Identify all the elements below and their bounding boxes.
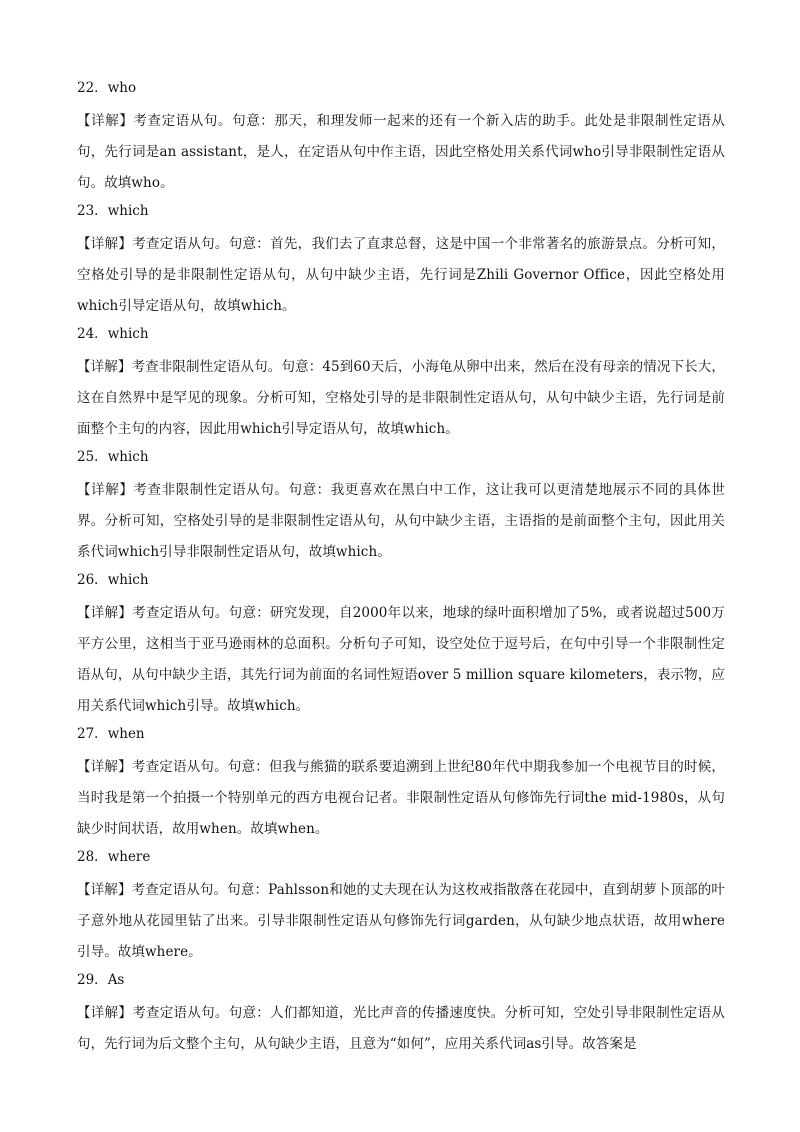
- question-answer: As: [107, 972, 125, 988]
- explanation-text: 考查定语从句。句意：Pahlsson和她的丈夫现在认为这枚戒指散落在花园中，直到胡萝卜顶部的叶子意外地从花园里钻了出来。引导非限制性定语从句修饰先行词garden，从句缺少地点状语，故用where引导。故填where。: [77, 882, 725, 960]
- explanation-text: 考查非限制性定语从句。句意：45到60天后，小海龟从卵中出来，然后在没有母亲的情况下长大，这在自然界中是罕见的现象。分析可知，空格处引导的是非限制性定语从句，从句中缺少主语，先行词是前面整个主句的内容，因此用which引导定语从句，故填which。: [77, 359, 726, 437]
- question-number: 28．: [77, 849, 108, 865]
- answer-item-24: [77, 322, 725, 445]
- question-number: 23．: [77, 203, 108, 219]
- question-answer: where: [107, 849, 151, 865]
- question-heading: [77, 199, 725, 223]
- explanation-text: 考查非限制性定语从句。句意：我更喜欢在黑白中工作，这让我可以更清楚地展示不同的具体世界。分析可知，空格处引导的是非限制性定语从句，从句中缺少主语，主语指的是前面整个主句，因此用关系代词which引导非限制性定语从句，故填which。: [77, 482, 726, 560]
- explanation-tag: 【详解】: [77, 482, 134, 498]
- question-answer: who: [107, 80, 137, 96]
- answer-item-25: [77, 445, 725, 568]
- question-number: 29．: [77, 972, 108, 988]
- explanation-tag: 【详解】: [77, 605, 133, 621]
- answer-item-26: [77, 568, 725, 722]
- explanation-text: 考查定语从句。句意：研究发现，自2000年以来，地球的绿叶面积增加了5%，或者说超过500万平方公里，这相当于亚马逊雨林的总面积。分析句子可知，设空处位于逗号后，在句中引导一个非限制性定语从句，从句中缺少主语，其先行词为前面的名词性短语over 5 million square kilometers，表示物，应用关系代词which引导。故填which。: [77, 605, 726, 714]
- explanation-paragraph: [77, 475, 725, 568]
- explanation-paragraph: [77, 998, 725, 1060]
- explanation-paragraph: [77, 752, 725, 845]
- answer-item-22: [77, 76, 725, 199]
- explanation-paragraph: [77, 106, 725, 199]
- question-number: 25．: [77, 449, 108, 465]
- explanation-tag: 【详解】: [77, 759, 132, 775]
- answer-item-27: [77, 722, 725, 845]
- explanation-tag: 【详解】: [77, 113, 134, 129]
- answer-list: [77, 76, 725, 1060]
- explanation-tag: 【详解】: [77, 359, 132, 375]
- explanation-paragraph: [77, 598, 725, 722]
- question-heading: [77, 722, 725, 746]
- question-heading: [77, 968, 725, 992]
- explanation-text: 考查定语从句。句意：那天，和理发师一起来的还有一个新入店的助手。此处是非限制性定语从句，先行词是an assistant，是人，在定语从句中作主语，因此空格处用关系代词who引导非限制性定语从句。故填who。: [77, 113, 726, 191]
- answer-item-29: [77, 968, 725, 1060]
- question-heading: [77, 76, 725, 100]
- question-number: 26．: [77, 572, 108, 588]
- question-heading: [77, 322, 725, 346]
- question-number: 22．: [77, 80, 108, 96]
- explanation-tag: 【详解】: [77, 1005, 133, 1021]
- answer-item-23: [77, 199, 725, 322]
- explanation-text: 考查定语从句。句意：人们都知道，光比声音的传播速度快。分析可知，空处引导非限制性定语从句，先行词为后文整个主句，从句缺少主语，且意为“如何”，应用关系代词as引导。故答案是: [77, 1005, 725, 1052]
- explanation-paragraph: [77, 352, 725, 445]
- explanation-paragraph: [77, 229, 725, 322]
- question-answer: which: [107, 326, 149, 342]
- question-answer: which: [107, 572, 149, 588]
- question-heading: [77, 445, 725, 469]
- question-answer: when: [107, 726, 145, 742]
- question-heading: [77, 845, 725, 869]
- explanation-tag: 【详解】: [77, 882, 132, 898]
- question-answer: which: [107, 203, 149, 219]
- explanation-tag: 【详解】: [77, 236, 133, 252]
- explanation-paragraph: [77, 875, 725, 968]
- explanation-text: 考查定语从句。句意：首先，我们去了直隶总督，这是中国一个非常著名的旅游景点。分析可知，空格处引导的是非限制性定语从句，从句中缺少主语，先行词是Zhili Governor Office，因此空格处用which引导定语从句，故填which。: [77, 236, 725, 314]
- explanation-text: 考查定语从句。句意：但我与熊猫的联系要追溯到上世纪80年代中期我参加一个电视节目的时候，当时我是第一个拍摄一个特别单元的西方电视台记者。非限制性定语从句修饰先行词the mid-1980s，从句缺少时间状语，故用when。故填when。: [77, 759, 726, 837]
- question-number: 24．: [77, 326, 108, 342]
- question-number: 27．: [77, 726, 108, 742]
- answer-item-28: [77, 845, 725, 968]
- question-heading: [77, 568, 725, 592]
- question-answer: which: [107, 449, 149, 465]
